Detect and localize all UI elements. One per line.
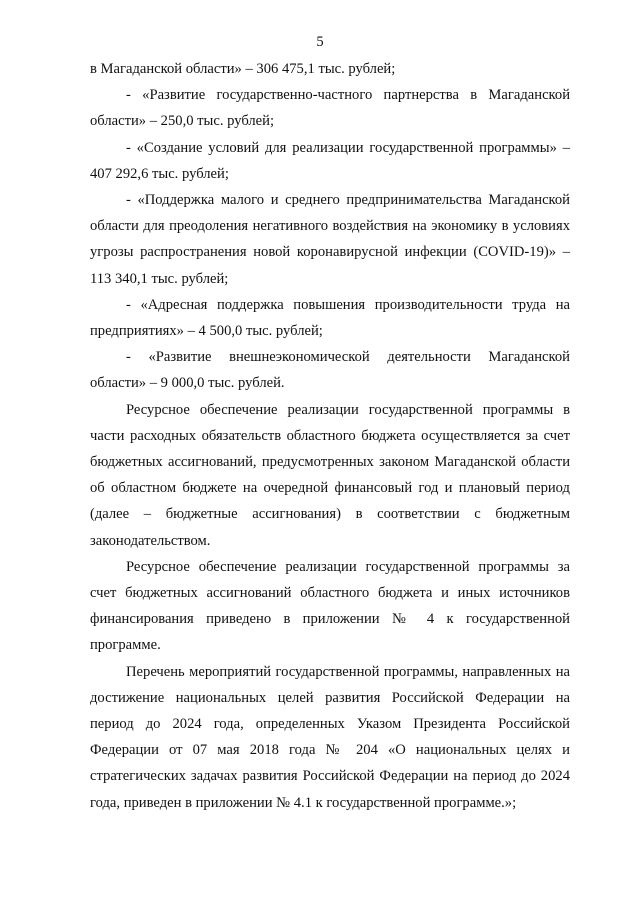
paragraph-appendix-4: Ресурсное обеспечение реализации государственной программы за счет бюджетных ассигнований областного бюджета и иных источников финансирования приведено в приложении № 4 к государственной программе.	[90, 558, 570, 654]
document-body	[90, 56, 570, 816]
list-item-foreign-economic: - «Развитие внешнеэкономической деятельности Магаданской области» – 9 000,0 тыс. рублей.	[90, 349, 570, 392]
page-number: 5	[316, 34, 324, 50]
list-item-sme-support: - «Поддержка малого и среднего предпринимательства Магаданской области для преодоления негативного воздействия на экономику в условиях угрозы распространения новой коронавирусной инфекции (COVID-19)» – 113 340,1 тыс. рублей;	[90, 192, 570, 287]
paragraph-resource-provision: Ресурсное обеспечение реализации государственной программы в части расходных обязательств областного бюджета осуществляется за счет бюджетных ассигнований, предусмотренных законом Магаданской области об областном бюджете на очередной финансовый год и плановый период (далее – бюджетные ассигнования) в соответствии с бюджетным законодательством.	[90, 401, 570, 549]
list-item-conditions: - «Создание условий для реализации государственной программы» – 407 292,6 тыс. рублей;	[90, 139, 570, 182]
list-item-ppp: - «Развитие государственно-частного партнерства в Магаданской области» – 250,0 тыс. рублей;	[90, 87, 570, 130]
list-item-productivity: - «Адресная поддержка повышения производительности труда на предприятиях» – 4 500,0 тыс. рублей;	[90, 296, 570, 340]
paragraph-continuation: в Магаданской области» – 306 475,1 тыс. рублей;	[90, 61, 396, 77]
paragraph-appendix-4-1: Перечень мероприятий государственной программы, направленных на достижение национальных целей развития Российской Федерации на период до 2024 года, определенных Указом Президента Российской Федерации от 07 мая 2018 года № 204 «О национальных целях и стратегических задачах развития Российской Федерации на период до 2024 года, приведен в приложении № 4.1 к государственной программе.»;	[90, 663, 570, 811]
